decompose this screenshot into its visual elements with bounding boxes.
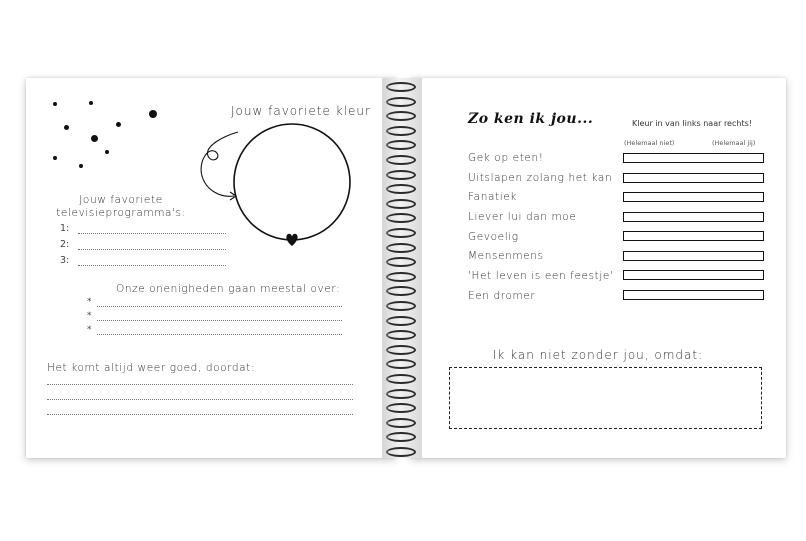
trait-label: Uitslapen zolang het kan: [468, 172, 613, 184]
spiral-ring: [386, 330, 416, 340]
spiral-ring: [386, 97, 416, 107]
spiral-ring: [386, 257, 416, 267]
favorite-color-title: Jouw favoriete kleur: [231, 104, 371, 118]
scale-right-label: (Helemaal jij): [712, 139, 756, 147]
spiral-ring: [386, 316, 416, 326]
trait-rating-box[interactable]: [623, 173, 764, 183]
spiral-ring: [386, 228, 416, 238]
tv-item-3-line[interactable]: [78, 265, 226, 266]
trait-rating-box[interactable]: [623, 212, 764, 222]
trait-label: Een dromer: [468, 290, 536, 302]
spiral-ring: [386, 403, 416, 413]
trait-rating-box[interactable]: [623, 192, 764, 202]
trait-label: Fanatiek: [468, 191, 517, 203]
trait-rating-box[interactable]: [623, 290, 764, 300]
cant-without-answer-box[interactable]: [449, 367, 762, 429]
spiral-binding: [382, 78, 422, 458]
spiral-ring: [386, 170, 416, 180]
spiral-ring: [386, 345, 416, 355]
spiral-ring: [386, 389, 416, 399]
trait-rating-box[interactable]: [623, 231, 764, 241]
trait-label: Gek op eten!: [468, 152, 544, 164]
spiral-ring: [386, 199, 416, 209]
spiral-ring: [386, 213, 416, 223]
disagreement-line-2[interactable]: [97, 320, 342, 321]
tv-item-2-line[interactable]: [78, 249, 226, 250]
spiral-ring: [386, 301, 416, 311]
spiral-ring: [386, 447, 416, 457]
disagreement-bullet: *: [87, 297, 92, 307]
tv-item-1-label: 1:: [60, 223, 70, 234]
tv-item-1-line[interactable]: [78, 233, 226, 234]
spiral-ring: [386, 111, 416, 121]
spiral-ring: [386, 286, 416, 296]
spiral-ring: [386, 184, 416, 194]
spiral-ring: [386, 374, 416, 384]
tv-item-3-label: 3:: [60, 255, 70, 266]
spiral-ring: [386, 432, 416, 442]
trait-label: Mensenmens: [468, 250, 544, 262]
spiral-ring: [386, 82, 416, 92]
disagreement-bullet: *: [87, 311, 92, 321]
spiral-ring: [386, 359, 416, 369]
favorite-tv-title: Jouw favoriete televisieprogramma's:: [56, 194, 186, 219]
left-page: [26, 78, 396, 458]
trait-rating-box[interactable]: [623, 153, 764, 163]
right-page-title: Zo ken ik jou...: [468, 111, 594, 127]
trait-label: Gevoelig: [468, 231, 519, 243]
good-again-line-1[interactable]: [47, 384, 353, 385]
color-instruction: Kleur in van links naar rechts!: [632, 119, 752, 128]
spiral-ring: [386, 418, 416, 428]
cant-without-title: Ik kan niet zonder jou, omdat:: [492, 348, 704, 362]
disagreement-line-3[interactable]: [97, 334, 342, 335]
good-again-line-2[interactable]: [47, 399, 353, 400]
disagreements-title: Onze onenigheden gaan meestal over:: [116, 283, 341, 295]
tv-item-2-label: 2:: [60, 239, 70, 250]
good-again-title: Het komt altijd weer goed, doordat:: [47, 362, 256, 374]
spiral-ring: [386, 155, 416, 165]
spiral-ring: [386, 126, 416, 136]
scale-left-label: (Helemaal niet): [624, 139, 675, 147]
trait-label: Liever lui dan moe: [468, 211, 577, 223]
spiral-ring: [386, 140, 416, 150]
heart-icon: [286, 234, 297, 246]
disagreement-line-1[interactable]: [97, 306, 342, 307]
good-again-line-3[interactable]: [47, 414, 353, 415]
trait-rating-box[interactable]: [623, 270, 764, 280]
spiral-ring: [386, 243, 416, 253]
trait-rating-box[interactable]: [623, 251, 764, 261]
right-page: [410, 78, 786, 458]
trait-label: 'Het leven is een feestje': [468, 270, 614, 282]
disagreement-bullet: *: [87, 325, 92, 335]
spiral-ring: [386, 272, 416, 282]
